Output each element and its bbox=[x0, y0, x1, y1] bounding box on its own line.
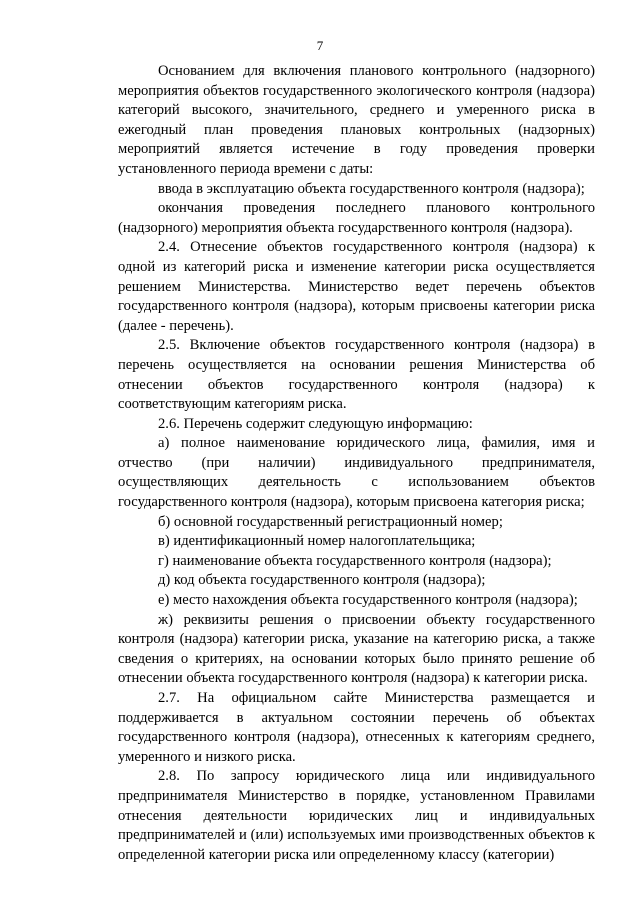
list-item-g: г) наименование объекта государственного контроля (надзора); bbox=[158, 552, 552, 569]
list-item-b: б) основной государственный регистрационный номер; bbox=[158, 513, 503, 530]
paragraph-last-inspection-end: окончания проведения последнего планового контрольного (надзорного) мероприятия объекта государственного контроля (надзора). bbox=[118, 200, 595, 236]
list-item-a: а) полное наименование юридического лица, фамилия, имя и отчество (при наличии) индивидуального предпринимателя, осуществляющих деятельность с использованием объектов государственного контроля (надзора), которым присвоена категория риска; bbox=[118, 435, 595, 511]
paragraph-2-4: 2.4. Отнесение объектов государственного контроля (надзора) к одной из категорий риска и изменение категории риска осуществляется решением Министерства. Министерство ведет перечень объектов государственного контроля (надзора), которым присвоены категории риска (далее - перечень). bbox=[118, 239, 595, 334]
paragraph-commissioning-date: ввода в эксплуатацию объекта государственного контроля (надзора); bbox=[158, 180, 585, 197]
document-body bbox=[118, 62, 595, 865]
paragraph-2-8: 2.8. По запросу юридического лица или индивидуального предпринимателя Министерство в порядке, установленном Правилами отнесения деятельности юридических лиц и индивидуальных предпринимателей и (или) используемых ими производственных объектов к определенной категории риска или определенному классу (категории) bbox=[118, 768, 595, 863]
list-item-zh: ж) реквизиты решения о присвоении объекту государственного контроля (надзора) категории риска, указание на категорию риска, а также сведения о критериях, на основании которых было принято решение об отнесении объекта государственного контроля (надзора) к категории риска. bbox=[118, 611, 595, 687]
paragraph-2-5: 2.5. Включение объектов государственного контроля (надзора) в перечень осуществляется на основании решения Министерства об отнесении объектов государственного контроля (надзора) к соответствующим категориям риска. bbox=[118, 337, 595, 413]
paragraph-2-6: 2.6. Перечень содержит следующую информацию: bbox=[158, 415, 473, 432]
paragraph-inclusion-basis: Основанием для включения планового контрольного (надзорного) мероприятия объектов государственного экологического контроля (надзора) категорий высокого, значительного, среднего и умеренного риска в ежегодный план проведения плановых контрольных (надзорных) мероприятий является истечение в году проведения проверки установленного периода времени с даты: bbox=[118, 63, 595, 177]
page-number: 7 bbox=[316, 38, 324, 53]
list-item-d: д) код объекта государственного контроля (надзора); bbox=[158, 572, 486, 589]
paragraph-2-7: 2.7. На официальном сайте Министерства размещается и поддерживается в актуальном состоянии перечень об объектах государственного контроля (надзора), отнесенных к категориям среднего, умеренного и низкого риска. bbox=[118, 690, 595, 765]
list-item-e: е) место нахождения объекта государственного контроля (надзора); bbox=[158, 592, 578, 609]
list-item-v: в) идентификационный номер налогоплательщика; bbox=[158, 533, 476, 550]
